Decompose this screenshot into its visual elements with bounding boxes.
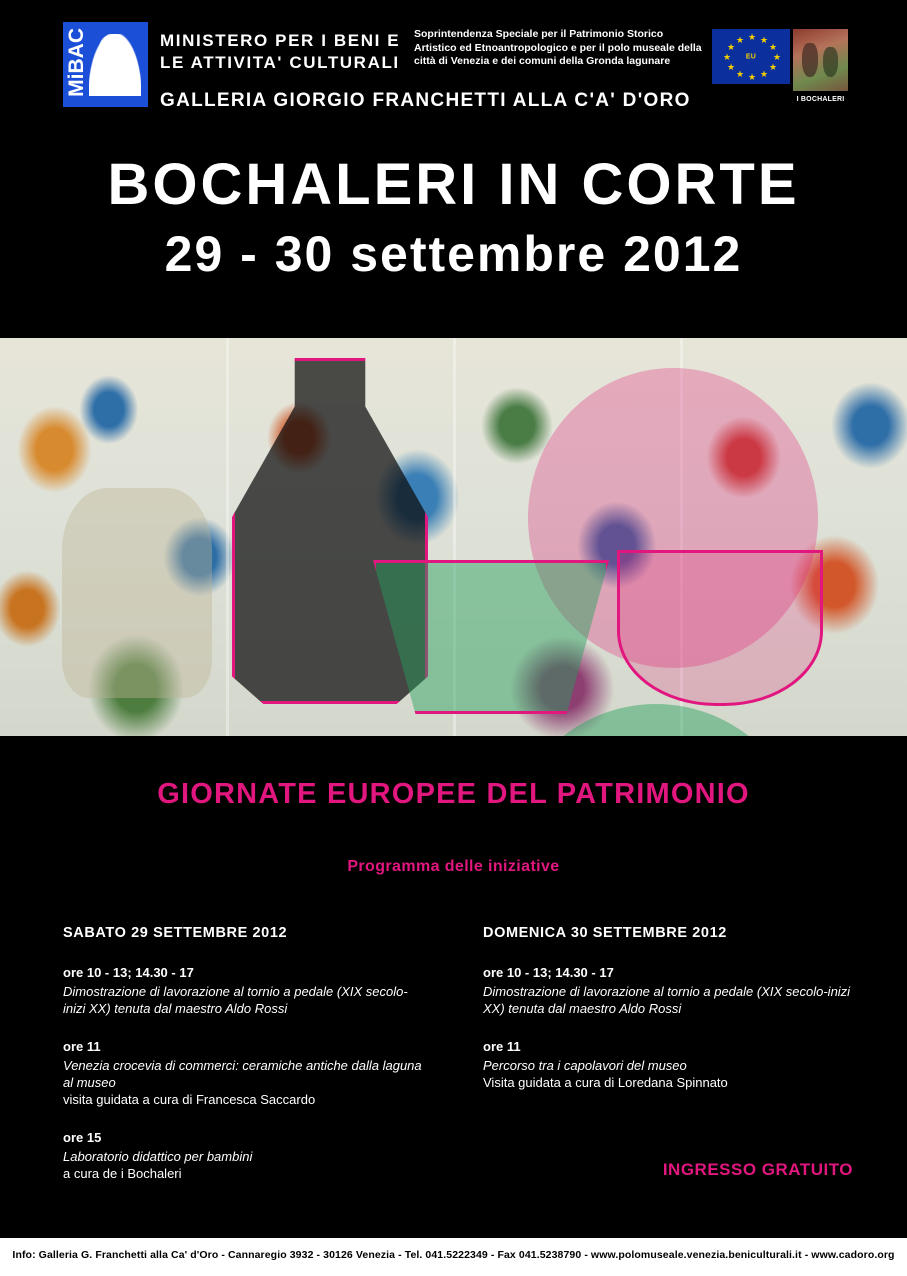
soprintendenza-text: Soprintendenza Speciale per il Patrimonio Storico Artistico ed Etnoantropologico e per il polo museale della città di Venezia e dei comuni della Gronda lagunare	[414, 28, 702, 67]
free-entry-badge: INGRESSO GRATUITO	[662, 1160, 853, 1179]
bochaleri-vase2-icon	[823, 47, 838, 77]
mibac-logo	[63, 22, 148, 107]
ministry-line-2: LE ATTIVITA' CULTURALI	[160, 53, 400, 72]
program-entry	[483, 1039, 853, 1091]
program-entry	[63, 965, 423, 1017]
footer-info: Info: Galleria G. Franchetti alla Ca' d'Oro - Cannaregio 3932 - 30126 Venezia - Tel. 041.5222349 - Fax 041.5238790 - www.polomuseale.venezia.beniculturali.it - www.cadoro.org	[12, 1249, 895, 1261]
banner-heading: GIORNATE EUROPEE DEL PATRIMONIO	[157, 778, 750, 810]
gallery-name: GALLERIA GIORGIO FRANCHETTI ALLA C'A' D'ORO	[160, 90, 691, 111]
event-dates: 29 - 30 settembre 2012	[164, 226, 743, 282]
bochaleri-logo	[793, 29, 848, 104]
entry-description: Laboratorio didattico per bambini	[63, 1149, 253, 1164]
entry-extra: visita guidata a cura di Francesca Saccardo	[63, 1092, 316, 1107]
banner-subheading: Programma delle iniziative	[347, 858, 560, 875]
bochaleri-logo-label: I BOCHALERI	[796, 96, 845, 103]
eu-flag-icon	[712, 29, 790, 84]
footer	[0, 1238, 907, 1276]
entry-extra: Visita guidata a cura di Loredana Spinnato	[483, 1075, 728, 1090]
entry-time: ore 11	[483, 1039, 521, 1054]
pink-bowl-shape	[617, 550, 823, 706]
ministry-name	[160, 30, 400, 74]
program-entry	[63, 1039, 423, 1108]
title-block	[0, 150, 907, 284]
entry-description: Percorso tra i capolavori del museo	[483, 1058, 687, 1073]
program-entry	[63, 1130, 423, 1182]
program-column-sunday	[483, 925, 853, 1113]
day-title-saturday: SABATO 29 SETTEMBRE 2012	[63, 925, 288, 941]
day-title-sunday: DOMENICA 30 SETTEMBRE 2012	[483, 925, 727, 941]
program-entry	[483, 965, 853, 1017]
beige-jar-shape	[62, 488, 212, 698]
entry-description: Dimostrazione di lavorazione al tornio a pedale (XIX secolo-inizi XX) tenuta dal maestro Aldo Rossi	[483, 984, 851, 1016]
program-column-saturday	[63, 925, 423, 1204]
mibac-figure-icon	[89, 34, 141, 96]
eu-logo-label: EU	[745, 53, 757, 60]
header	[0, 0, 907, 130]
tile-seam-1	[226, 338, 229, 736]
ministry-line-1: MINISTERO PER I BENI E	[160, 31, 401, 50]
eu-stars: ★ ★ ★ ★ ★ ★ ★ ★ ★ ★ ★ ★	[723, 32, 782, 82]
mibac-acronym-text: MiBAC	[65, 28, 88, 97]
entry-time: ore 11	[63, 1039, 101, 1054]
artwork-image	[0, 338, 907, 736]
entry-time: ore 10 - 13; 14.30 - 17	[483, 965, 614, 980]
entry-time: ore 15	[63, 1130, 102, 1145]
entry-extra: a cura de i Bochaleri	[63, 1166, 182, 1181]
page-title: BOCHALERI IN CORTE	[107, 152, 800, 217]
entry-time: ore 10 - 13; 14.30 - 17	[63, 965, 194, 980]
entry-description: Venezia crocevia di commerci: ceramiche antiche dalla laguna al museo	[63, 1058, 422, 1090]
entry-description: Dimostrazione di lavorazione al tornio a pedale (XIX secolo-inizi XX) tenuta dal maestro Aldo Rossi	[63, 984, 408, 1016]
bochaleri-vase-icon	[802, 43, 818, 77]
